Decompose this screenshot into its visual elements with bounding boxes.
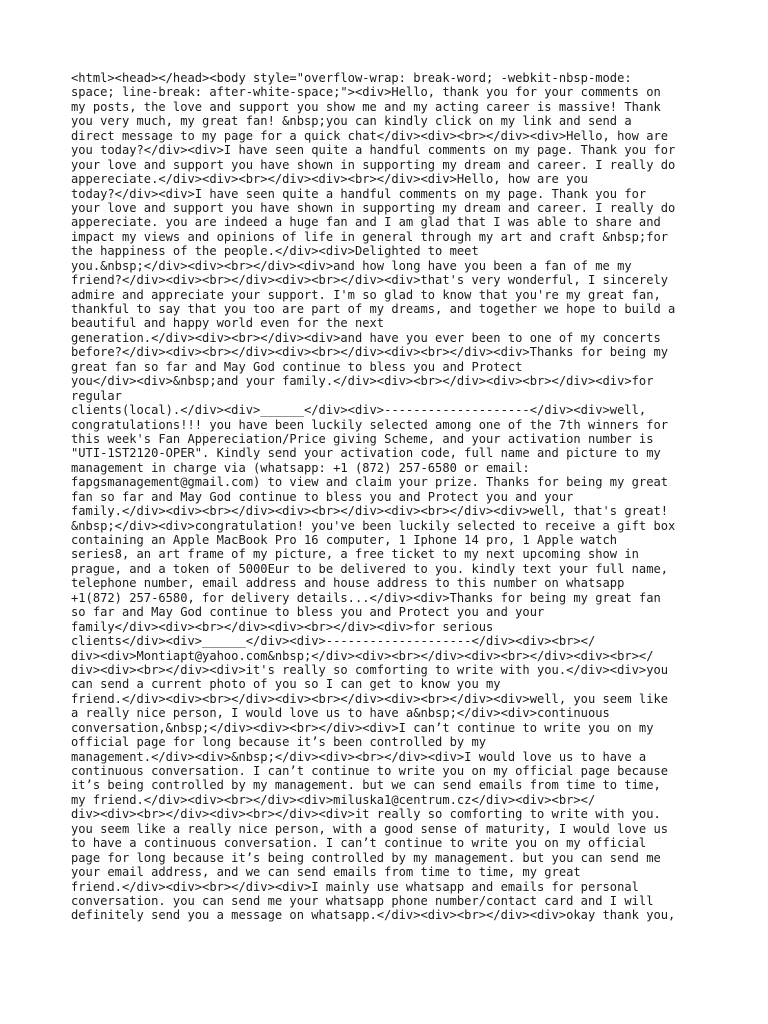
text-line: impact my views and opinions of life in general through my art and craft &nbsp;for <box>71 229 669 244</box>
text-line: friend?</div><div><br></div><div><br></div><div>that's very wonderful, I sincerely <box>71 273 669 288</box>
text-line: fan so far and May God continue to bless you and Protect you and your <box>71 489 574 504</box>
text-line: appereciate.</div><div><br></div><div><br></div><div>Hello, how are you <box>71 172 588 187</box>
text-line: the happiness of the people.</div><div>Delighted to meet <box>71 244 479 259</box>
text-line: you seem like a really nice person, with a good sense of maturity, I would love us <box>71 821 669 836</box>
text-line: <html><head></head><body style="overflow-wrap: break-word; -webkit-nbsp-mode: <box>71 71 632 85</box>
text-line: can send a current photo of you so I can get to know you my <box>71 677 501 692</box>
text-line: great fan so far and May God continue to bless you and Protect <box>71 359 523 374</box>
text-line: before?</div><div><br></div><div><br></div><div><br></div><div>Thanks for being my <box>71 345 669 360</box>
text-line: your love and support you have shown in supporting my dream and career. I really do <box>71 157 676 172</box>
text-line: to have a continuous conversation. I can’t continue to write you on my official <box>71 836 647 851</box>
text-line: definitely send you a message on whatsapp.</div><div><br></div><div>okay thank you, <box>71 908 676 923</box>
text-line: continuous conversation. I can’t continue to write you on my official page because <box>71 764 669 778</box>
text-line: family.</div><div><br></div><div><br></div><div><br></div><div>well, that's great! <box>71 504 669 519</box>
text-line: div><div><br></div><div>it's really so comforting to write with you.</div><div>you <box>71 662 669 677</box>
text-line: you</div><div>&nbsp;and your family.</div><div><br></div><div><br></div><div>for <box>71 374 654 389</box>
text-line: it’s being controlled by my management. but we can send emails from time to time, <box>71 778 661 793</box>
text-line: management in charge via (whatsapp: +1 (872) 257-6580 or email: <box>71 460 530 475</box>
text-line: generation.</div><div><br></div><div>and have you ever been to one of my concerts <box>71 330 661 345</box>
text-line: div><div><br></div><div><br></div><div>it really so comforting to write with you. <box>71 807 661 822</box>
text-line: you.&nbsp;</div><div><br></div><div>and how long have you been a fan of me my <box>71 258 632 273</box>
text-line: telephone number, email address and house address to this number on whatsapp <box>71 576 625 591</box>
text-line: my posts, the love and support you show me and my acting career is massive! Thank <box>71 99 661 114</box>
text-line: family</div><div><br></div><div><br></div><div>for serious <box>71 619 494 634</box>
text-line: "UTI-1ST2120-OPER". Kindly send your activation code, full name and picture to my <box>71 446 661 461</box>
text-line: a really nice person, I would love us to have a&nbsp;</div><div>continuous <box>71 706 610 721</box>
text-line: conversation,&nbsp;</div><div><br></div><div>I can’t continue to write you on my <box>71 720 654 735</box>
text-line: series8, an art frame of my picture, a free ticket to my next upcoming show in <box>71 547 639 562</box>
text-line: prague, and a token of 5000Eur to be delivered to you. kindly text your full name, <box>71 561 669 576</box>
text-line: clients(local).</div><div>______</div><div>--------------------</div><div>well, <box>71 403 647 418</box>
text-line: thankful to say that you too are part of my dreams, and together we hope to build a <box>71 302 676 316</box>
text-line: you very much, my great fan! &nbsp;you can kindly click on my link and send a <box>71 114 632 129</box>
text-line: page for long because it’s being controlled by my management. but you can send me <box>71 850 661 865</box>
text-line: conversation. you can send me your whatsapp phone number/contact card and I will <box>71 893 654 908</box>
text-line: space; line-break: after-white-space;"><div>Hello, thank you for your comments on <box>71 85 661 100</box>
text-line: congratulations!!! you have been luckily selected among one of the 7th winners for <box>71 417 669 432</box>
text-line: so far and May God continue to bless you and Protect you and your <box>71 605 545 620</box>
text-line: this week's Fan Appereciation/Price giving Scheme, and your activation number is <box>71 431 654 446</box>
text-line: fapgsmanagement@gmail.com) to view and claim your prize. Thanks for being my great <box>71 475 669 490</box>
text-line: admire and appreciate your support. I'm so glad to know that you're my great fan, <box>71 287 661 302</box>
text-line: containing an Apple MacBook Pro 16 computer, 1 Iphone 14 pro, 1 Apple watch <box>71 533 618 547</box>
text-line: official page for long because it’s been controlled by my <box>71 735 487 750</box>
text-line: my friend.</div><div><br></div><div>miluska1@centrum.cz</div><div><br></ <box>71 792 596 807</box>
text-line: regular <box>71 388 122 403</box>
text-line: clients</div><div>______</div><div>--------------------</div><div><br></ <box>71 634 596 649</box>
text-line: +1(872) 257-6580, for delivery details...</div><div>Thanks for being my great fan <box>71 590 661 605</box>
text-line: direct message to my page for a quick chat</div><div><br></div><div>Hello, how are <box>71 128 669 143</box>
text-line: beautiful and happy world even for the next <box>71 316 385 331</box>
text-line: friend.</div><div><br></div><div>I mainly use whatsapp and emails for personal <box>71 879 639 894</box>
text-line: management.</div><div>&nbsp;</div><div><br></div><div>I would love us to have a <box>71 749 647 764</box>
text-line: your email address, and we can send emails from time to time, my great <box>71 865 581 880</box>
text-line: your love and support you have shown in supporting my dream and career. I really do <box>71 200 676 215</box>
raw-html-source-text <box>71 71 711 923</box>
text-line: friend.</div><div><br></div><div><br></div><div><br></div><div>well, you seem like <box>71 691 669 706</box>
text-line: today?</div><div>I have seen quite a handful comments on my page. Thank you for <box>71 186 647 201</box>
text-line: div><div>Montiapt@yahoo.com&nbsp;</div><div><br></div><div><br></div><div><br></ <box>71 648 654 663</box>
text-line: you today?</div><div>I have seen quite a handful comments on my page. Thank you for <box>71 143 676 158</box>
text-line: &nbsp;</div><div>congratulation! you've been luckily selected to receive a gift box <box>71 518 676 533</box>
text-line: appereciate. you are indeed a huge fan and I am glad that I was able to share and <box>71 215 661 230</box>
